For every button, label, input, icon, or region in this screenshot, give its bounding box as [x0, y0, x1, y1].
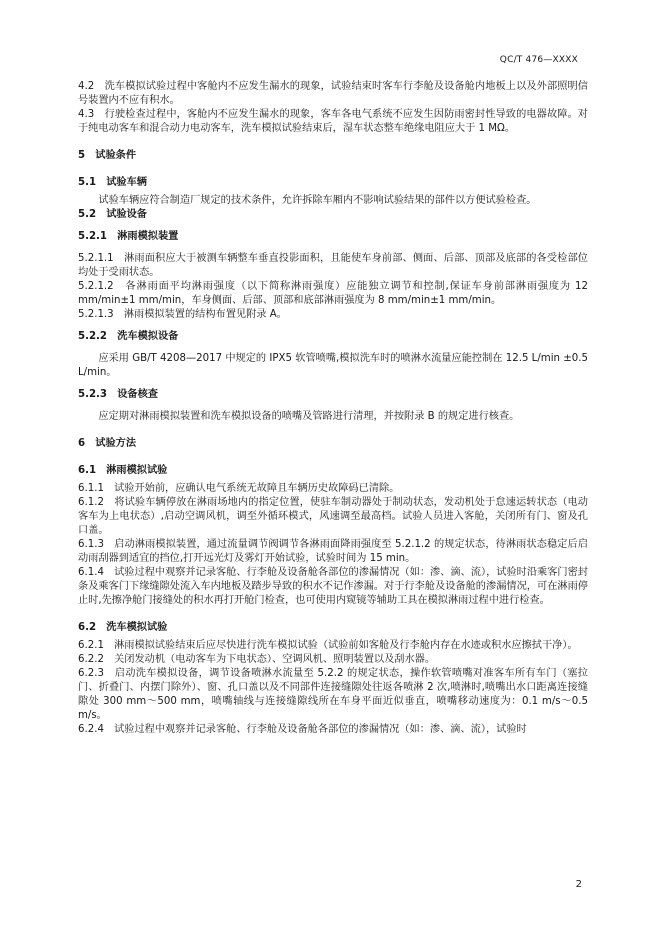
clause-5-2-1-3: 5.2.1.3 淋雨模拟装置的结构布置见附录 A。: [78, 309, 287, 320]
clause-5-2-2-text: 应采用 GB/T 4208—2017 中规定的 IPX5 软管喷嘴,模拟洗车时的喷淋水流量应能控制在 12.5 L/min ±0.5 L/min。: [78, 353, 588, 378]
clause-4-2: 4.2 洗车模拟试验过程中客舱内不应发生漏水的现象，试验结束时客车行李舱及设备舱内地板上以及外部照明信号装置内不应有积水。: [78, 81, 588, 106]
clause-6-1-3: 6.1.3 启动淋雨模拟装置，通过流量调节阀调节各淋雨面降雨强度至 5.2.1.2 的规定状态，待淋雨状态稳定后启动雨刮器到适宜的挡位,打开远光灯及雾灯开始试验，试验时间为 15 min。: [78, 539, 588, 564]
clause-5-1-text: 试验车辆应符合制造厂规定的技术条件，允许拆除车厢内不影响试验结果的部件以方便试验检查。: [98, 195, 537, 206]
section-6-heading: 6 试验方法: [78, 438, 137, 449]
clause-6-2-2: 6.2.2 关闭发动机（电动客车为下电状态）、空调风机、照明装置以及刮水器。: [78, 654, 436, 665]
clause-5-2-3-text: 应定期对淋雨模拟装置和洗车模拟设备的喷嘴及管路进行清理，并按附录 B 的规定进行核查。: [98, 411, 520, 422]
clause-6-1-1: 6.1.1 试验开始前，应确认电气系统无故障且车辆历史故障码已清除。: [78, 483, 400, 494]
clause-6-2-4: 6.2.4 试验过程中观察并记录客舱、行李舱及设备舱各部位的渗漏情况（如：渗、滴、流），试验时: [78, 724, 527, 735]
section-5-1-heading: 5.1 试验车辆: [78, 177, 147, 188]
clause-6-1-4: 6.1.4 试验过程中观察并记录客舱、行李舱及设备舱各部位的渗漏情况（如：渗、滴、流），试验时沿乘客门密封条及乘客门下缘缝隙处流入车内地板及踏步导致的积水不记作渗漏。对于行李舱及设备舱的渗漏情况，可在淋雨停止时,先擦净舱门接缝处的积水再打开舱门检查，也可使用内窥镜等辅助工具在模拟淋雨过程中进行检查。: [78, 567, 588, 606]
section-6-2-heading: 6.2 洗车模拟试验: [78, 622, 168, 633]
section-5-heading: 5 试验条件: [78, 150, 137, 161]
clause-5-2-1-1: 5.2.1.1 淋雨面积应大于被测车辆整车垂直投影面积，且能使车身前部、侧面、后部、顶部及底部的各受检部位均处于受雨状态。: [78, 253, 588, 278]
standard-code: QC/T 476—XXXX: [499, 55, 578, 65]
clause-6-1-2: 6.1.2 将试验车辆停放在淋雨场地内的指定位置，使驻车制动器处于制动状态，发动机处于怠速运转状态（电动客车为上电状态）,启动空调风机，调至外循环模式，风速调至最高档。试验人员进入客舱，关闭所有门、窗及孔口盖。: [78, 497, 588, 536]
section-5-2-heading: 5.2 试验设备: [78, 209, 147, 220]
page-number: 2: [575, 879, 582, 890]
section-6-1-heading: 6.1 淋雨模拟试验: [78, 465, 168, 476]
document-body: [78, 80, 588, 737]
clause-6-2-1: 6.2.1 淋雨模拟试验结束后应尽快进行洗车模拟试验（试验前如客舱及行李舱内存在水迹或积水应擦拭干净）。: [78, 640, 578, 651]
section-5-2-2-heading: 5.2.2 洗车模拟设备: [78, 331, 179, 342]
clause-4-3: 4.3 行驶检查过程中，客舱内不应发生漏水的现象，客车各电气系统不应发生因防雨密封性导致的电器故障。对于纯电动客车和混合动力电动客车，洗车模拟试验结束后，湿车状态整车绝缘电阻应大于 1 MΩ。: [78, 109, 588, 134]
section-5-2-1-heading: 5.2.1 淋雨模拟装置: [78, 231, 179, 242]
clause-5-2-1-2: 5.2.1.2 各淋雨面平均淋雨强度（以下简称淋雨强度）应能独立调节和控制,保证车身前部淋雨强度为 12 mm/min±1 mm/min，车身侧面、后部、顶部和底部淋雨强度为 8 mm/min±1 mm/min。: [78, 281, 588, 306]
clause-6-2-3: 6.2.3 启动洗车模拟设备，调节设备喷淋水流量至 5.2.2 的规定状态，操作软管喷嘴对准客车所有车门（塞拉门、折叠门、内摆门除外）、窗、孔口盖以及不同部件连接缝隙处往返各喷淋 2 次,喷淋时,喷嘴出水口距离连接缝隙处 300 mm～500 mm，喷嘴轴线与连接缝隙线所在车身平面近似垂直，喷嘴移动速度为：0.1 m/s～0.5 m/s。: [78, 668, 588, 721]
section-5-2-3-heading: 5.2.3 设备核查: [78, 389, 158, 400]
